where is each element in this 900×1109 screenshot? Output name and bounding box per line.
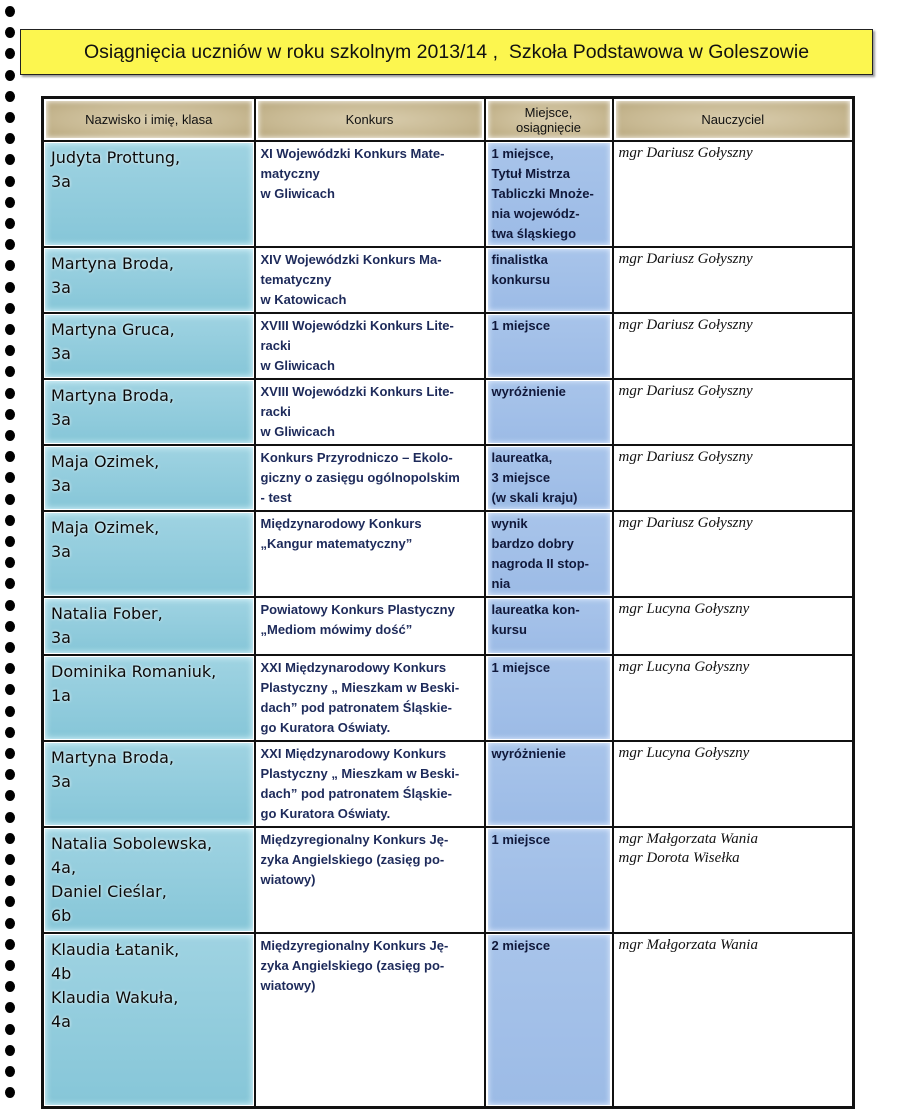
binder-hole-icon [5, 600, 15, 611]
place-cell: wyróżnienie [488, 381, 610, 443]
table-row [43, 313, 854, 379]
student-name-cell: Martyna Broda, 3a [45, 743, 253, 825]
binder-hole-icon [5, 621, 15, 632]
binder-hole-icon [5, 70, 15, 81]
binder-hole-icon [5, 154, 15, 165]
achievements-table [41, 96, 855, 1109]
binder-hole-icon [5, 388, 15, 399]
place-cell: 1 miejsce, Tytuł Mistrza Tabliczki Mnoże- nia wojewódz- twa śląskiego [488, 143, 610, 245]
binder-hole-icon [5, 706, 15, 717]
table-row [43, 655, 854, 741]
contest-cell: Powiatowy Konkurs Plastyczny „Mediom mówimy dość” [260, 602, 455, 637]
table-row [43, 933, 854, 1108]
binder-hole-icon [5, 769, 15, 780]
binder-hole-icon [5, 472, 15, 483]
contest-cell: XI Wojewódzki Konkurs Mate- matyczny w Gliwicach [260, 146, 445, 201]
header-teacher: Nauczyciel [616, 101, 851, 138]
table-row [43, 445, 854, 511]
teacher-cell: mgr Małgorzata Wania [618, 937, 758, 953]
binder-hole-icon [5, 960, 15, 971]
binder-hole-icon [5, 1002, 15, 1013]
teacher-cell: mgr Dariusz Gołyszny [618, 383, 753, 399]
table-row [43, 379, 854, 445]
student-name-cell: Klaudia Łatanik, 4b Klaudia Wakuła, 4a [45, 935, 253, 1105]
table-row [43, 597, 854, 655]
contest-cell: XXI Międzynarodowy Konkurs Plastyczny „ Mieszkam w Beski- dach” pod patronatem Śląskie- go Kuratora Oświaty. [260, 746, 460, 821]
binder-hole-icon [5, 854, 15, 865]
place-cell: wynik bardzo dobry nagroda II stop- nia [488, 513, 610, 595]
contest-cell: Międzyregionalny Konkurs Ję- zyka Angielskiego (zasięg po- wiatowy) [260, 938, 449, 993]
table-row [43, 827, 854, 933]
binder-hole-icon [5, 48, 15, 59]
binder-hole-icon [5, 981, 15, 992]
binder-hole-icon [5, 430, 15, 441]
binder-hole-icon [5, 282, 15, 293]
contest-cell: XVIII Wojewódzki Konkurs Lite- racki w Gliwicach [260, 318, 454, 373]
student-name-cell: Natalia Fober, 3a [45, 599, 253, 653]
binder-hole-icon [5, 366, 15, 377]
student-name-cell: Natalia Sobolewska, 4a, Daniel Cieślar, 6b [45, 829, 253, 931]
student-name-cell: Maja Ozimek, 3a [45, 513, 253, 595]
binder-hole-icon [5, 536, 15, 547]
binder-hole-icon [5, 303, 15, 314]
title-banner [20, 29, 873, 75]
teacher-cell: mgr Dariusz Gołyszny [618, 251, 753, 267]
table-row [43, 247, 854, 313]
place-cell: 1 miejsce [488, 829, 610, 931]
student-name-cell: Judyta Prottung, 3a [45, 143, 253, 245]
binder-hole-icon [5, 557, 15, 568]
place-cell: finalistka konkursu [488, 249, 610, 311]
contest-cell: XIV Wojewódzki Konkurs Ma- tematyczny w Katowicach [260, 252, 442, 307]
binder-hole-icon [5, 6, 15, 17]
teacher-cell: mgr Lucyna Gołyszny [618, 745, 750, 761]
binder-hole-icon [5, 91, 15, 102]
binder-hole-icon [5, 133, 15, 144]
teacher-cell: mgr Dariusz Gołyszny [618, 317, 753, 333]
table-header-row [43, 98, 854, 142]
binder-hole-icon [5, 727, 15, 738]
binder-hole-icon [5, 939, 15, 950]
binder-hole-icon [5, 578, 15, 589]
contest-cell: Konkurs Przyrodniczo – Ekolo- giczny o zasięgu ogólnopolskim - test [260, 450, 460, 505]
student-name-cell: Martyna Broda, 3a [45, 249, 253, 311]
binder-hole-icon [5, 239, 15, 250]
teacher-cell: mgr Dariusz Gołyszny [618, 515, 753, 531]
student-name-cell: Maja Ozimek, 3a [45, 447, 253, 509]
place-cell: laureatka, 3 miejsce (w skali kraju) [488, 447, 610, 509]
binder-hole-icon [5, 345, 15, 356]
header-contest: Konkurs [258, 101, 482, 138]
contest-cell: XVIII Wojewódzki Konkurs Lite- racki w Gliwicach [260, 384, 454, 439]
teacher-cell: mgr Małgorzata Wania mgr Dorota Wisełka [618, 831, 758, 866]
binder-hole-icon [5, 409, 15, 420]
header-name: Nazwisko i imię, klasa [46, 101, 252, 138]
teacher-cell: mgr Dariusz Gołyszny [618, 145, 753, 161]
place-cell: 1 miejsce [488, 657, 610, 739]
table-row [43, 141, 854, 247]
binder-hole-icon [5, 324, 15, 335]
binder-hole-icon [5, 748, 15, 759]
contest-cell: Międzynarodowy Konkurs „Kangur matematyczny” [260, 516, 422, 551]
binder-holes [3, 0, 17, 1102]
teacher-cell: mgr Lucyna Gołyszny [618, 659, 750, 675]
binder-hole-icon [5, 218, 15, 229]
header-place: Miejsce, osiągnięcie [488, 101, 610, 138]
binder-hole-icon [5, 451, 15, 462]
teacher-cell: mgr Dariusz Gołyszny [618, 449, 753, 465]
binder-hole-icon [5, 896, 15, 907]
binder-hole-icon [5, 684, 15, 695]
binder-hole-icon [5, 1066, 15, 1077]
table-row [43, 741, 854, 827]
place-cell: 1 miejsce [488, 315, 610, 377]
binder-hole-icon [5, 260, 15, 271]
binder-hole-icon [5, 1087, 15, 1098]
contest-cell: XXI Międzynarodowy Konkurs Plastyczny „ Mieszkam w Beski- dach” pod patronatem Śląskie- go Kuratora Oświaty. [260, 660, 460, 735]
binder-hole-icon [5, 112, 15, 123]
binder-hole-icon [5, 812, 15, 823]
place-cell: wyróżnienie [488, 743, 610, 825]
binder-hole-icon [5, 197, 15, 208]
binder-hole-icon [5, 176, 15, 187]
binder-hole-icon [5, 833, 15, 844]
place-cell: 2 miejsce [488, 935, 610, 1105]
binder-hole-icon [5, 1024, 15, 1035]
binder-hole-icon [5, 790, 15, 801]
table-row [43, 511, 854, 597]
teacher-cell: mgr Lucyna Gołyszny [618, 601, 750, 617]
binder-hole-icon [5, 918, 15, 929]
binder-hole-icon [5, 494, 15, 505]
page-title: Osiągnięcia uczniów w roku szkolnym 2013/14 , Szkoła Podstawowa w Goleszowie [83, 40, 810, 63]
binder-hole-icon [5, 642, 15, 653]
student-name-cell: Martyna Gruca, 3a [45, 315, 253, 377]
binder-hole-icon [5, 1045, 15, 1056]
binder-hole-icon [5, 27, 15, 38]
binder-hole-icon [5, 875, 15, 886]
student-name-cell: Dominika Romaniuk, 1a [45, 657, 253, 739]
contest-cell: Międzyregionalny Konkurs Ję- zyka Angielskiego (zasięg po- wiatowy) [260, 832, 449, 887]
student-name-cell: Martyna Broda, 3a [45, 381, 253, 443]
binder-hole-icon [5, 515, 15, 526]
place-cell: laureatka kon- kursu [488, 599, 610, 653]
binder-hole-icon [5, 663, 15, 674]
